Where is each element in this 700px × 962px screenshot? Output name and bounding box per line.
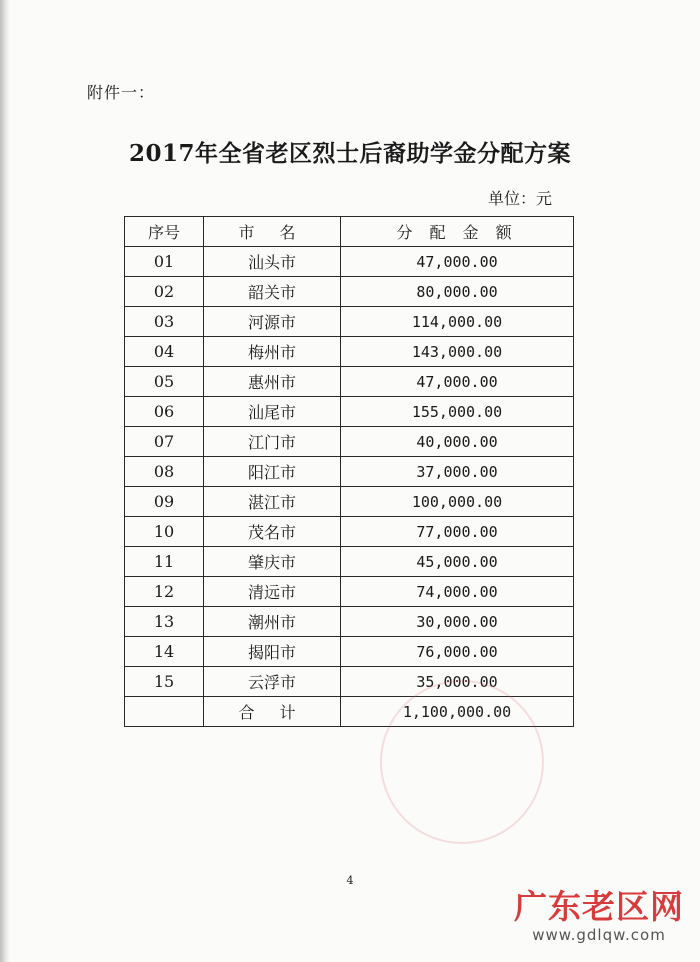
- document-title: 2017年全省老区烈士后裔助学金分配方案: [128, 140, 571, 167]
- row-serial-number: 02: [125, 277, 204, 307]
- page-number: 4: [346, 874, 354, 887]
- row-serial-number: 05: [125, 367, 204, 397]
- row-city-name: 茂名市: [204, 517, 341, 547]
- row-serial-number: 11: [125, 547, 204, 577]
- row-city-name: 揭阳市: [204, 637, 341, 667]
- total-amount: 1,100,000.00: [341, 697, 574, 727]
- attachment-label: 附件一：: [87, 83, 156, 102]
- row-amount: 40,000.00: [341, 427, 574, 457]
- site-watermark: [514, 888, 684, 944]
- table-row: [125, 577, 574, 607]
- table-row: [125, 517, 574, 547]
- total-serial-cell: [125, 697, 204, 727]
- table-row: [125, 277, 574, 307]
- row-city-name: 惠州市: [204, 367, 341, 397]
- row-city-name: 清远市: [204, 577, 341, 607]
- faint-seal-stamp: [380, 680, 544, 844]
- table-row: [125, 397, 574, 427]
- total-label: 合 计: [204, 697, 341, 727]
- row-amount: 47,000.00: [341, 247, 574, 277]
- watermark-site-name: 广东老区网: [514, 887, 684, 926]
- row-serial-number: 07: [125, 427, 204, 457]
- row-city-name: 韶关市: [204, 277, 341, 307]
- table-row: [125, 247, 574, 277]
- table-row: [125, 427, 574, 457]
- row-serial-number: 10: [125, 517, 204, 547]
- row-city-name: 肇庆市: [204, 547, 341, 577]
- table-header-row: [125, 217, 574, 247]
- row-amount: 114,000.00: [341, 307, 574, 337]
- table-row: [125, 607, 574, 637]
- watermark-site-url: www.gdlqw.com: [532, 926, 666, 944]
- table-body: [125, 247, 574, 697]
- table-row: [125, 547, 574, 577]
- row-city-name: 河源市: [204, 307, 341, 337]
- row-serial-number: 12: [125, 577, 204, 607]
- table-row: [125, 637, 574, 667]
- row-amount: 80,000.00: [341, 277, 574, 307]
- row-serial-number: 08: [125, 457, 204, 487]
- row-amount: 143,000.00: [341, 337, 574, 367]
- header-allocation-amount: 分 配 金 额: [341, 217, 574, 247]
- row-serial-number: 09: [125, 487, 204, 517]
- row-serial-number: 01: [125, 247, 204, 277]
- row-serial-number: 03: [125, 307, 204, 337]
- row-city-name: 汕头市: [204, 247, 341, 277]
- row-serial-number: 14: [125, 637, 204, 667]
- table-row: [125, 337, 574, 367]
- row-amount: 74,000.00: [341, 577, 574, 607]
- row-amount: 76,000.00: [341, 637, 574, 667]
- row-amount: 47,000.00: [341, 367, 574, 397]
- row-amount: 155,000.00: [341, 397, 574, 427]
- row-amount: 35,000.00: [341, 667, 574, 697]
- row-serial-number: 06: [125, 397, 204, 427]
- row-serial-number: 13: [125, 607, 204, 637]
- row-city-name: 江门市: [204, 427, 341, 457]
- header-city-name: 市 名: [204, 217, 341, 247]
- row-amount: 45,000.00: [341, 547, 574, 577]
- row-amount: 37,000.00: [341, 457, 574, 487]
- row-serial-number: 15: [125, 667, 204, 697]
- row-city-name: 汕尾市: [204, 397, 341, 427]
- header-serial-number: 序号: [125, 217, 204, 247]
- row-city-name: 湛江市: [204, 487, 341, 517]
- table-row: [125, 457, 574, 487]
- row-amount: 30,000.00: [341, 607, 574, 637]
- row-amount: 77,000.00: [341, 517, 574, 547]
- allocation-table: [124, 216, 574, 727]
- table-row: [125, 487, 574, 517]
- row-city-name: 阳江市: [204, 457, 341, 487]
- row-city-name: 云浮市: [204, 667, 341, 697]
- table-row: [125, 307, 574, 337]
- row-serial-number: 04: [125, 337, 204, 367]
- row-city-name: 潮州市: [204, 607, 341, 637]
- row-amount: 100,000.00: [341, 487, 574, 517]
- row-city-name: 梅州市: [204, 337, 341, 367]
- table-row: [125, 367, 574, 397]
- unit-label: 单位：元: [487, 189, 552, 208]
